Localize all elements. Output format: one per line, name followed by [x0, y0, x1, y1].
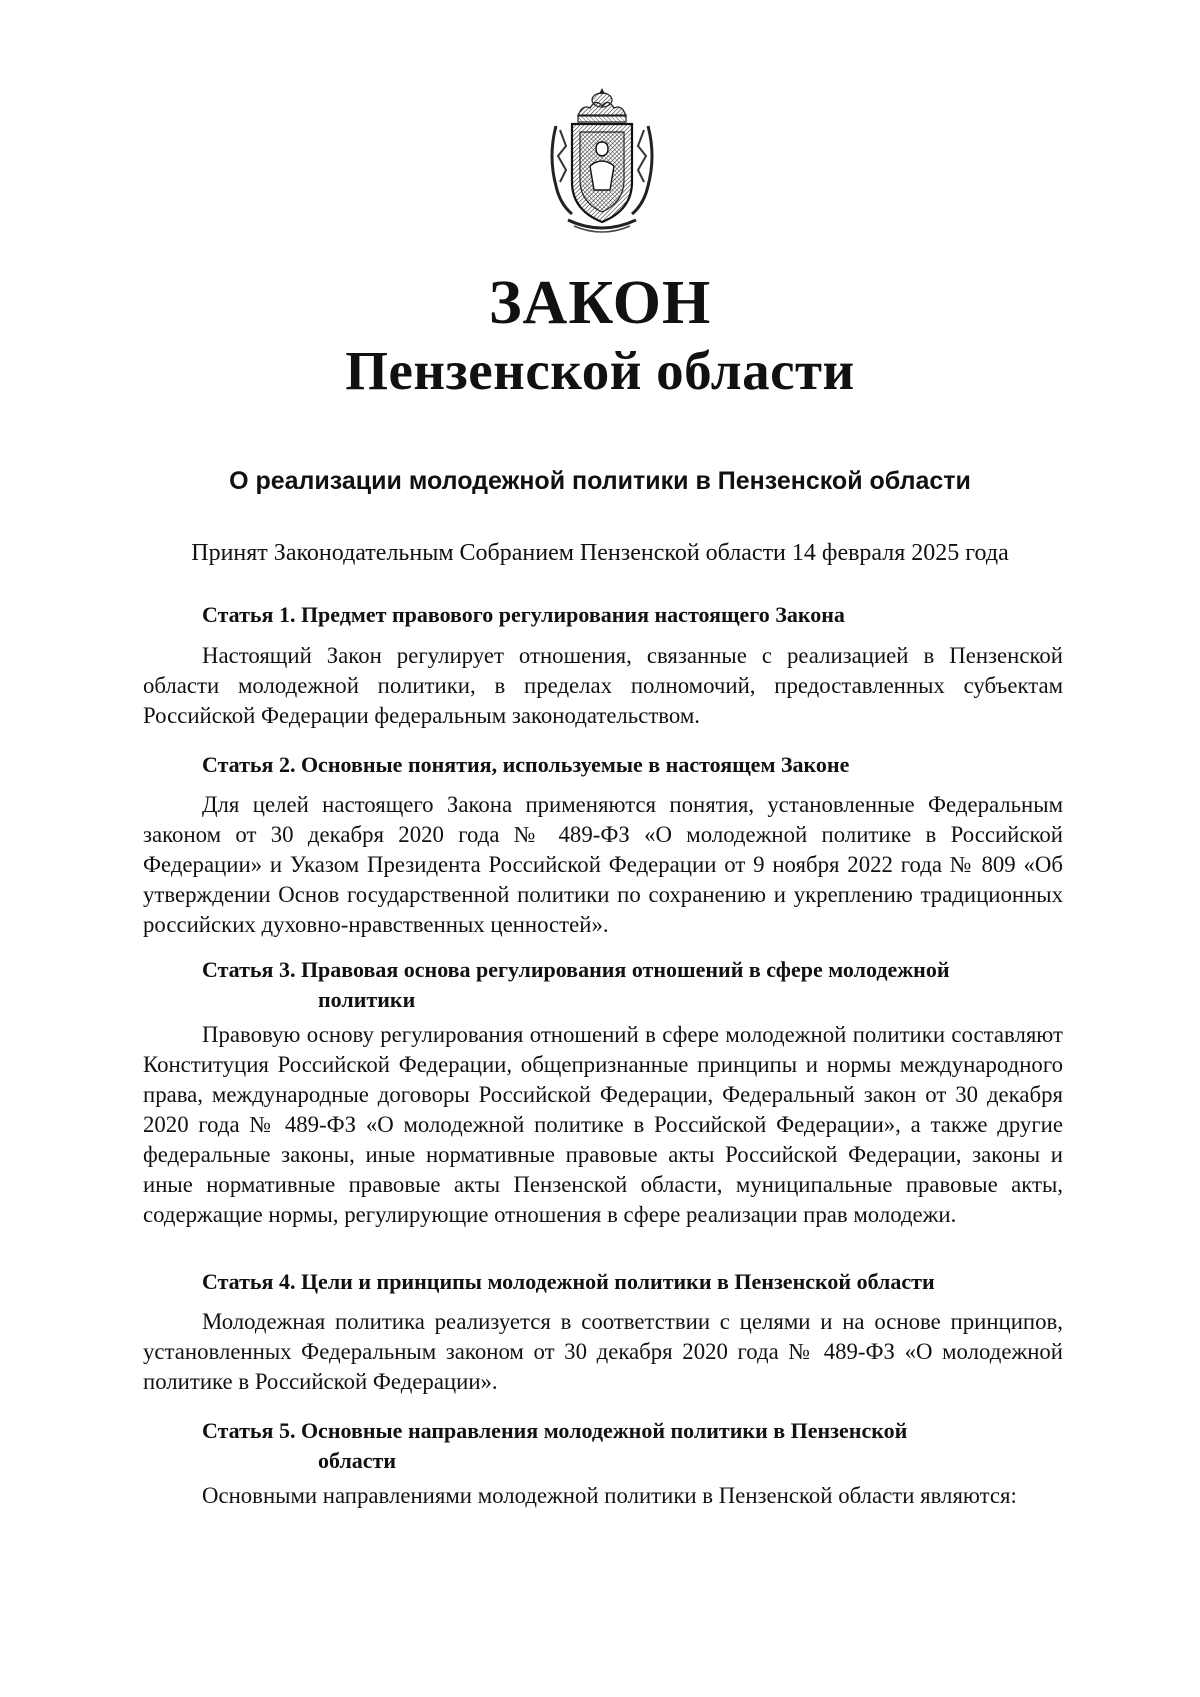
region-heading: Пензенской области — [345, 340, 855, 401]
article-1-heading — [202, 600, 1062, 630]
article-title: Статья 2. Основные понятия, используемые в настоящем Законе — [202, 752, 850, 777]
article-2-text: Для целей настоящего Закона применяются понятия, установленные Федеральным законом от 30 декабря 2020 года № 489-ФЗ «О молодежной политике в Российской Федерации» и Указом Президента Российской Федерации от 9 ноября 2022 года № 809 «Об утверждении Основ государственной политики по сохранению и укреплению традиционных российских духовно-нравственных ценностей». — [143, 792, 1063, 937]
article-title: Статья 1. Предмет правового регулирования настоящего Закона — [202, 602, 845, 627]
article-title: Статья 5. Основные направления молодежной политики в Пензенской — [202, 1418, 908, 1443]
article-2-heading — [202, 750, 1062, 780]
law-type-heading: ЗАКОН — [488, 269, 712, 337]
article-title: Статья 4. Цели и принципы молодежной политики в Пензенской области — [202, 1269, 935, 1294]
law-subject-title: О реализации молодежной политики в Пензенской области — [229, 467, 971, 495]
article-title: Статья 3. Правовая основа регулирования отношений в сфере молодежной — [202, 957, 950, 982]
article-3-heading — [202, 955, 1062, 1015]
adoption-note: Принят Законодательным Собранием Пензенской области 14 февраля 2025 года — [191, 540, 1009, 566]
article-3-text: Правовую основу регулирования отношений в сфере молодежной политики составляют Конституция Российской Федерации, общепризнанные принципы и нормы международного права, международные договоры Российской Федерации, Федеральный закон от 30 декабря 2020 года № 489-ФЗ «О молодежной политике в Российской Федерации», а также другие федеральные законы, иные нормативные правовые акты Российской Федерации, законы и иные нормативные правовые акты Пензенской области, муниципальные правовые акты, содержащие нормы, регулирующие отношения в сфере реализации прав молодежи. — [143, 1022, 1063, 1227]
article-title-continuation: области — [318, 1448, 397, 1473]
article-title-continuation: политики — [318, 987, 416, 1012]
article-5-text: Основными направлениями молодежной политики в Пензенской области являются: — [202, 1483, 1017, 1508]
article-4-text: Молодежная политика реализуется в соответствии с целями и на основе принципов, установленных Федеральным законом от 30 декабря 2020 года № 489-ФЗ «О молодежной политике в Российской Федерации». — [143, 1309, 1063, 1394]
article-5-heading — [202, 1416, 1062, 1476]
article-1-text: Настоящий Закон регулирует отношения, связанные с реализацией в Пензенской области молодежной политики, в пределах полномочий, предоставленных субъектам Российской Федерации федеральным законодательством. — [143, 643, 1063, 728]
article-4-heading — [202, 1267, 1062, 1297]
penza-coat-of-arms-icon — [538, 86, 666, 236]
